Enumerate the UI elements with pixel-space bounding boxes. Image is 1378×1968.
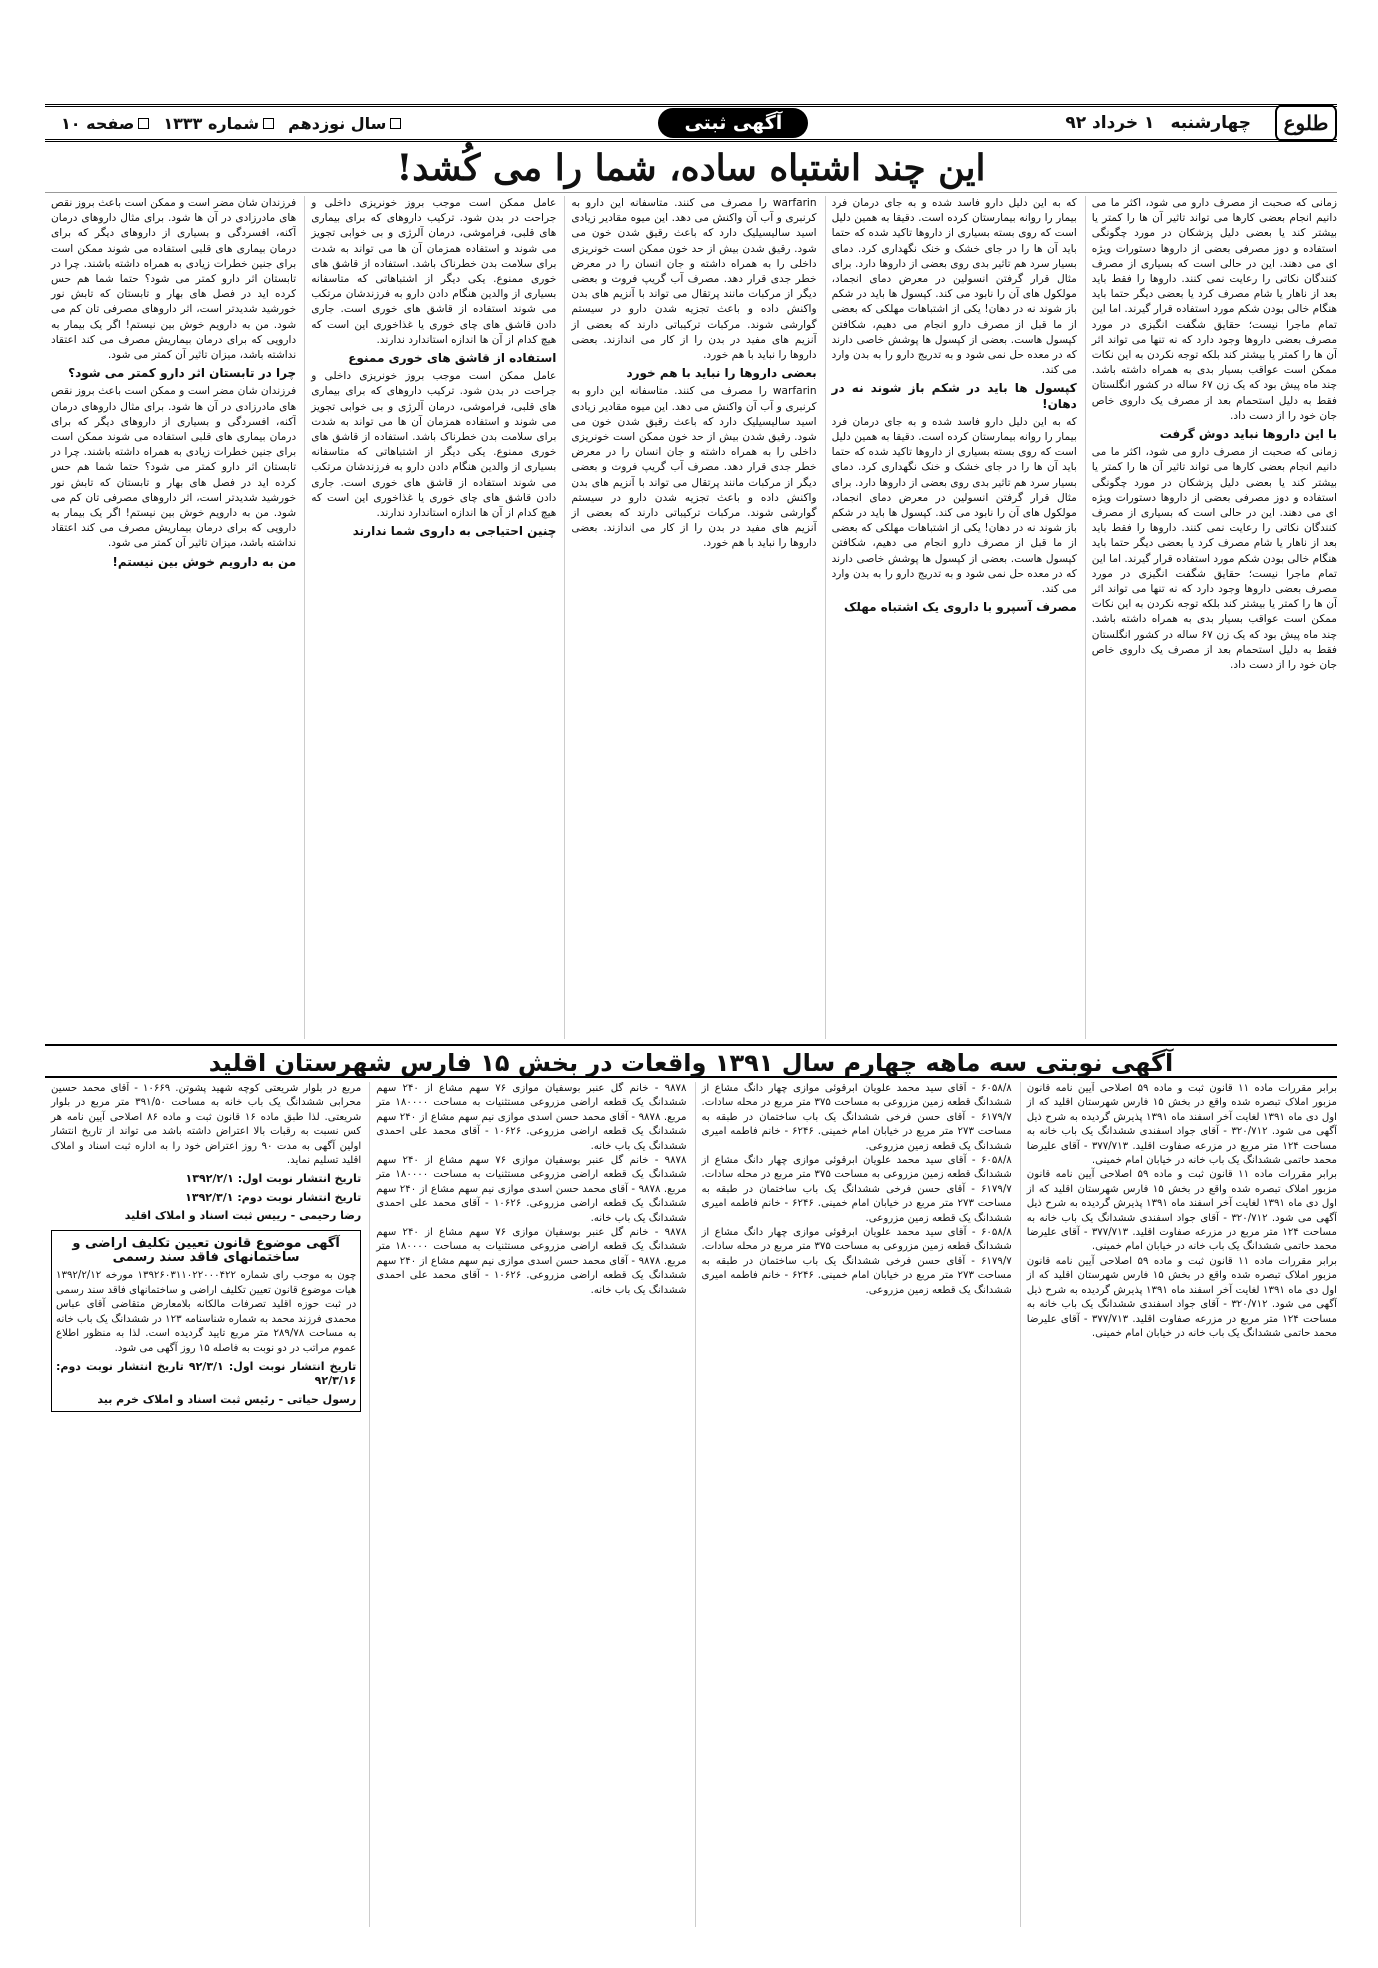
issue-box bbox=[45, 114, 417, 133]
article-column-2: که به این دلیل دارو فاسد شده و به جای درمان فرد بیمار را روانه بیمارستان کرده است. دقیقا به همین دلیل است که روی بسته بسیاری از داروها تاکید شده که حتما باید آن ها را در جای خشک و خنک نگهداری کرد. دمای بسیار سرد هم تاثیر بدی روی بعضی از داروها دارد. برای مثال قرار گرفتن انسولین در معرض دمای انجماد، مولکول های آن را نابود می کند. کپسول ها باید در شکم باز شوند نه در دهان! یکی از اشتباهات مهلکی که بعضی از ما قبل از مصرف دارو انجام می دهیم، شکافتن کپسول هاست. بعضی از کپسول ها پوشش خاصی دارند که در معده حل نمی شود و به تدریج دارو را به بدن وارد می کند. کپسول ها باید در شکم باز شوند نه در دهان! که به این دلیل دارو فاسد شده و به جای درمان فرد بیمار را روانه بیمارستان کرده است. دقیقا به همین دلیل است که روی بسته بسیاری از داروها تاکید شده که حتما باید آن ها را در جای خشک و خنک نگهداری کرد. دمای بسیار سرد هم تاثیر بدی روی بعضی از داروها دارد. برای مثال قرار گرفتن انسولین در معرض دمای انجماد، مولکول های آن را نابود می کند. کپسول ها باید در شکم باز شوند نه در دهان! یکی از اشتباهات مهلکی که بعضی از ما قبل از مصرف دارو انجام می دهیم، شکافتن کپسول هاست. بعضی از کپسول ها پوشش خاصی دارند که در معده حل نمی شود و به تدریج دارو را به بدن وارد می کند. مصرف آسپرو با داروی یک اشتباه مهلک bbox=[825, 196, 1077, 1039]
subhead: استفاده از قاشق های خوری ممنوع bbox=[348, 351, 557, 366]
notice-column-3: ۹۸۷۸ - خانم گل عنبر بوسفیان موازی ۷۶ سهم مشاع از ۲۴۰ سهم ششدانگ یک قطعه اراضی مزروعی مستثنیات به مساحت ۱۸۰۰۰۰ متر مربع. ۹۸۷۸ - آقای محمد حسن اسدی موازی نیم سهم مشاع از ۲۴۰ سهم ششدانگ یک قطعه اراضی مزروعی. ۱۰۶۲۶ - آقای محمد علی احمدی ششدانگ یک باب خانه. ۹۸۷۸ - خانم گل عنبر بوسفیان موازی ۷۶ سهم مشاع از ۲۴۰ سهم ششدانگ یک قطعه اراضی مزروعی مستثنیات به مساحت ۱۸۰۰۰۰ متر مربع. ۹۸۷۸ - آقای محمد حسن اسدی موازی نیم سهم مشاع از ۲۴۰ سهم ششدانگ یک قطعه اراضی مزروعی. ۱۰۶۲۶ - آقای محمد علی احمدی ششدانگ یک باب خانه. ۹۸۷۸ - خانم گل عنبر بوسفیان موازی ۷۶ سهم مشاع از ۲۴۰ سهم ششدانگ یک قطعه اراضی مزروعی مستثنیات به مساحت ۱۸۰۰۰۰ متر مربع. ۹۸۷۸ - آقای محمد حسن اسدی موازی نیم سهم مشاع از ۲۴۰ سهم ششدانگ یک قطعه اراضی مزروعی. ۱۰۶۲۶ - آقای محمد علی احمدی ششدانگ یک باب خانه. bbox=[369, 1082, 686, 1927]
article-column-4: عامل ممکن است موجب بروز خونریزی داخلی و جراحت در بدن شود. ترکیب داروهای که برای بیماری های قلبی، فراموشی، درمان آلرژی و بی خوابی تجویز می شوند و استفاده همزمان آن ها می تواند به شدت برای سلامت بدن خطرناک باشد. استفاده از قاشق های خوری ممنوع. یکی دیگر از اشتباهاتی که متاسفانه بسیاری از والدین هنگام دادن دارو به فرزندشان مرتکب می شوند استفاده از قاشق های خوری است. جاری دادن قاشق های چای خوری یا غذاخوری این است که هیچ کدام از آن ها اندازه استاندارد ندارند. استفاده از قاشق های خوری ممنوع عامل ممکن است موجب بروز خونریزی داخلی و جراحت در بدن شود. ترکیب داروهای که برای بیماری های قلبی، فراموشی، درمان آلرژی و بی خوابی تجویز می شوند و استفاده همزمان آن ها می تواند به شدت برای سلامت بدن خطرناک باشد. استفاده از قاشق های خوری ممنوع. یکی دیگر از اشتباهاتی که متاسفانه بسیاری از والدین هنگام دادن دارو به فرزندشان مرتکب می شوند استفاده از قاشق های خوری است. جاری دادن قاشق های چای خوری یا غذاخوری این است که هیچ کدام از آن ها اندازه استاندارد ندارند. چنین احتیاجی به داروی شما ندارند bbox=[304, 196, 556, 1039]
weekday: چهارشنبه bbox=[1170, 113, 1251, 133]
notice-column-4: مربع در بلوار شریعتی کوچه شهید پشوتن. ۱۰۶۶۹ - آقای محمد حسین محرابی ششدانگ یک باب خانه به مساحت ۳۹۱/۵۰ متر مربع در بلوار شریعتی. لذا طبق ماده ۱۶ قانون ثبت و ماده ۸۶ اصلاحی آیین نامه هر کس نسبت به رقبات بالا اعتراض داشته باشد می تواند از تاریخ انتشار اولین آگهی به مدت ۹۰ روز اعتراض خود را به اداره ثبت اسناد و املاک اقلید تسلیم نماید. تاریخ انتشار نوبت اول: ۱۳۹۲/۲/۱ تاریخ انتشار نوبت دوم: ۱۳۹۲/۳/۱ رضا رحیمی - رییس ثبت اسناد و املاک اقلید آگهی موضوع قانون تعیین تکلیف اراضی و ساختمانهای فاقد سند رسمی چون به موجب رای شماره ۱۳۹۲۶۰۳۱۱۰۲۲۰۰۰۴۲۲ مورخه ۱۳۹۲/۲/۱۲ هیات موضوع قانون تعیین تکلیف اراضی و ساختمانهای فاقد سند رسمی در ثبت حوزه اقلید تصرفات مالکانه بلامعارض متقاضی آقای عباس محمدی فرزند محمد به شماره شناسنامه ۱۲۳ در ششدانگ یک باب خانه به مساحت ۲۸۹/۷۸ متر مربع تایید گردیده است. لذا به منظور اطلاع عموم مراتب در دو نوبت به فاصله ۱۵ روز آگهی می شود. تاریخ انتشار نوبت اول: ۹۲/۳/۱ تاریخ انتشار نوبت دوم: ۹۲/۳/۱۶ رسول حیاتی - رئیس ثبت اسناد و املاک خرم بید bbox=[45, 1082, 361, 1927]
year: سال نوزدهم bbox=[288, 114, 401, 133]
subhead: با این داروها نباید دوش گرفت bbox=[1159, 427, 1337, 442]
article-column-5: فرزندان شان مضر است و ممکن است باعث بروز نقص های مادرزادی در آن ها شود. برای مثال داروهای درمان آکنه، افسردگی و بسیاری از داروهای دیگر که برای درمان بیماری های قلبی استفاده می شوند ممکن است برای جنین خطرات زیادی به همراه داشته باشند. چرا در تابستان اثر دارو کمتر می شود؟ حتما شما هم حس کرده اید در فصل های بهار و تابستان که تابش نور خورشید شدیدتر است، اثر داروهای مصرفی تان کم می شود. من به دارویم خوش بین نیستم! اگر یک بیمار به دارویی که برای درمان بیماریش مصرف می کند اعتقاد نداشته باشد، میزان تاثیر آن کمتر می شود. چرا در تابستان اثر دارو کمتر می شود؟ فرزندان شان مضر است و ممکن است باعث بروز نقص های مادرزادی در آن ها شود. برای مثال داروهای درمان آکنه، افسردگی و بسیاری از داروهای دیگر که برای درمان بیماری های قلبی استفاده می شوند ممکن است برای جنین خطرات زیادی به همراه داشته باشند. چرا در تابستان اثر دارو کمتر می شود؟ حتما شما هم حس کرده اید در فصل های بهار و تابستان که تابش نور خورشید شدیدتر است، اثر داروهای مصرفی تان کم می شود. من به دارویم خوش بین نیستم! اگر یک بیمار به دارویی که برای درمان بیماریش مصرف می کند اعتقاد نداشته باشد، میزان تاثیر آن کمتر می شود. من به دارویم خوش بین نیستم! bbox=[50, 197, 297, 569]
article-column-1: زمانی که صحبت از مصرف دارو می شود، اکثر ما می دانیم انجام بعضی کارها می تواند تاثیر آن ها را کمتر یا بیشتر کند یا بعضی دلیل پزشکان در مورد چگونگی استفاده و دوز مصرفی بعضی از داروها دستورات ویژه ای می دهند. این در حالی است که بسیاری از مصرف کنندگان نکاتی را رعایت نمی کنند. داروها را فقط باید بعد از ناهار یا شام مصرف کرد یا بعضی دیگر حتما باید هنگام خالی بودن شکم مورد استفاده قرار گیرند. اما این تمام ماجرا نیست؛ حقایق شگفت انگیزی در مورد مصرف بعضی داروها وجود دارد که نه تنها می تواند اثر آن ها را کمتر یا بیشتر کند بلکه توجه نکردن به این نکات ممکن است عواقب بسیار بدی به همراه داشته باشد. چند ماه پیش بود که یک زن ۶۷ ساله در کشور انگلستان فقط به دلیل استحمام بعد از مصرف یک داروی خاص جان خود را از دست داد. با این داروها نباید دوش گرفت زمانی که صحبت از مصرف دارو می شود، اکثر ما می دانیم انجام بعضی کارها می تواند تاثیر آن ها را کمتر یا بیشتر کند یا بعضی دلیل پزشکان در مورد چگونگی استفاده و دوز مصرفی بعضی از داروها دستورات ویژه ای می دهند. این در حالی است که بسیاری از مصرف کنندگان نکاتی را رعایت نمی کنند. داروها را فقط باید بعد از ناهار یا شام مصرف کرد یا بعضی دیگر حتما باید هنگام خالی بودن شکم مورد استفاده قرار گیرند. اما این تمام ماجرا نیست؛ حقایق شگفت انگیزی در مورد مصرف بعضی داروها وجود دارد که نه تنها می تواند اثر آن ها را کمتر یا بیشتر کند بلکه توجه نکردن به این نکات ممکن است عواقب بسیار بدی به همراه داشته باشد. چند ماه پیش بود که یک زن ۶۷ ساله در کشور انگلستان فقط به دلیل استحمام بعد از مصرف یک داروی خاص جان خود را از دست داد. bbox=[1085, 196, 1337, 1039]
date: ۱ خرداد ۹۲ bbox=[1065, 113, 1155, 133]
notices-body bbox=[45, 1082, 1337, 1927]
square-icon bbox=[138, 118, 149, 129]
box-title: آگهی موضوع قانون تعیین تکلیف اراضی و ساختمانهای فاقد سند رسمی bbox=[72, 1235, 340, 1266]
subhead: بعضی داروها را نباید با هم خورد bbox=[626, 366, 817, 381]
box-dates: تاریخ انتشار نوبت اول: ۹۲/۳/۱ تاریخ انتشار نوبت دوم: ۹۲/۳/۱۶ bbox=[56, 1359, 357, 1388]
subhead: چرا در تابستان اثر دارو کمتر می شود؟ bbox=[68, 366, 297, 381]
masthead-bar bbox=[45, 104, 1337, 142]
article-headline: این چند اشتباه ساده، شما را می کُشد! bbox=[45, 144, 1337, 193]
notice-column-1: برابر مقررات ماده ۱۱ قانون ثبت و ماده ۵۹ اصلاحی آیین نامه قانون مزبور املاک تبصره شده واقع در بخش ۱۵ فارس شهرستان اقلید که از اول دی ماه ۱۳۹۱ لغایت آخر اسفند ماه ۱۳۹۱ پذیرش گردیده به شرح ذیل آگهی می شود. ۳۲۰/۷۱۲ - آقای جواد اسفندی ششدانگ یک باب خانه به مساحت ۱۲۴ متر مربع در مزرعه صفاوت اقلید. ۳۷۷/۷۱۳ - آقای علیرضا محمد حاتمی ششدانگ یک باب خانه در خیابان امام خمینی. برابر مقررات ماده ۱۱ قانون ثبت و ماده ۵۹ اصلاحی آیین نامه قانون مزبور املاک تبصره شده واقع در بخش ۱۵ فارس شهرستان اقلید که از اول دی ماه ۱۳۹۱ لغایت آخر اسفند ماه ۱۳۹۱ پذیرش گردیده به شرح ذیل آگهی می شود. ۳۲۰/۷۱۲ - آقای جواد اسفندی ششدانگ یک باب خانه به مساحت ۱۲۴ متر مربع در مزرعه صفاوت اقلید. ۳۷۷/۷۱۳ - آقای علیرضا محمد حاتمی ششدانگ یک باب خانه در خیابان امام خمینی. برابر مقررات ماده ۱۱ قانون ثبت و ماده ۵۹ اصلاحی آیین نامه قانون مزبور املاک تبصره شده واقع در بخش ۱۵ فارس شهرستان اقلید که از اول دی ماه ۱۳۹۱ لغایت آخر اسفند ماه ۱۳۹۱ پذیرش گردیده به شرح ذیل آگهی می شود. ۳۲۰/۷۱۲ - آقای جواد اسفندی ششدانگ یک باب خانه به مساحت ۱۲۴ متر مربع در مزرعه صفاوت اقلید. ۳۷۷/۷۱۳ - آقای علیرضا محمد حاتمی ششدانگ یک باب خانه در خیابان امام خمینی. bbox=[1020, 1082, 1337, 1927]
article-body bbox=[45, 196, 1337, 1039]
square-icon bbox=[390, 118, 401, 129]
square-icon bbox=[263, 118, 274, 129]
newspaper-logo: طلوع bbox=[1275, 104, 1337, 142]
publish-date-first: تاریخ انتشار نوبت اول: ۱۳۹۲/۲/۱ bbox=[185, 1172, 362, 1186]
article-column-3: warfarin را مصرف می کنند. متاسفانه این دارو به کرنبری و آب آن واکنش می دهد. این میوه مقادیر زیادی اسید سالیسیلیک دارد که باعث رقیق شدن خون می شود. رقیق شدن بیش از حد خون ممکن است خونریزی داخلی را به همراه داشته و جان انسان را در معرض خطر جدی قرار دهد. مصرف آب گریپ فروت و بعضی دیگر از مرکبات مانند پرتقال می تواند با آنزیم های بدن واکنش داده و باعث تجزیه شدن دارو در سیستم گوارشی شوند. مرکبات ترکیباتی دارند که بعضی از آنزیم های مفید در بدن را از کار می اندازند. بعضی داروها را نباید با هم خورد. بعضی داروها را نباید با هم خورد warfarin را مصرف می کنند. متاسفانه این دارو به کرنبری و آب آن واکنش می دهد. این میوه مقادیر زیادی اسید سالیسیلیک دارد که باعث رقیق شدن خون می شود. رقیق شدن بیش از حد خون ممکن است خونریزی داخلی را به همراه داشته و جان انسان را در معرض خطر جدی قرار دهد. مصرف آب گریپ فروت و بعضی دیگر از مرکبات مانند پرتقال می تواند با آنزیم های بدن واکنش داده و باعث تجزیه شدن دارو در سیستم گوارشی شوند. مرکبات ترکیباتی دارند که بعضی از آنزیم های مفید در بدن را از کار می اندازند. بعضی داروها را نباید با هم خورد. bbox=[564, 196, 816, 1039]
subhead: مصرف آسپرو با داروی یک اشتباه مهلک bbox=[844, 600, 1077, 615]
notice-column-2: ۶۰۵۸/۸ - آقای سید محمد علویان ابرقوئی موازی چهار دانگ مشاع از ششدانگ قطعه زمین مزروعی به مساحت ۳۷۵ متر مربع در محله سادات. ۶۱۷۹/۷ - آقای حسن فرخی ششدانگ یک باب ساختمان در طبقه به مساحت ۲۷۳ متر مربع در خیابان امام خمینی. ۶۲۴۶ - خانم فاطمه امیری ششدانگ یک قطعه زمین مزروعی. ۶۰۵۸/۸ - آقای سید محمد علویان ابرقوئی موازی چهار دانگ مشاع از ششدانگ قطعه زمین مزروعی به مساحت ۳۷۵ متر مربع در محله سادات. ۶۱۷۹/۷ - آقای حسن فرخی ششدانگ یک باب ساختمان در طبقه به مساحت ۲۷۳ متر مربع در خیابان امام خمینی. ۶۲۴۶ - خانم فاطمه امیری ششدانگ یک قطعه زمین مزروعی. ۶۰۵۸/۸ - آقای سید محمد علویان ابرقوئی موازی چهار دانگ مشاع از ششدانگ قطعه زمین مزروعی به مساحت ۳۷۵ متر مربع در محله سادات. ۶۱۷۹/۷ - آقای حسن فرخی ششدانگ یک باب ساختمان در طبقه به مساحت ۲۷۳ متر مربع در خیابان امام خمینی. ۶۲۴۶ - خانم فاطمه امیری ششدانگ یک قطعه زمین مزروعی. bbox=[695, 1082, 1012, 1927]
date-box bbox=[1049, 113, 1267, 133]
publish-date-second: تاریخ انتشار نوبت دوم: ۱۳۹۲/۳/۱ bbox=[185, 1190, 362, 1204]
masthead-right bbox=[1049, 104, 1337, 142]
subhead: من به دارویم خوش بین نیستم! bbox=[112, 554, 297, 569]
notice-signer: رضا رحیمی - رییس ثبت اسناد و املاک اقلید bbox=[124, 1209, 362, 1223]
section-badge: آگهی ثبتی bbox=[658, 108, 808, 138]
land-notice-box bbox=[51, 1230, 361, 1412]
issue-number: شماره ۱۳۳۳ bbox=[163, 114, 274, 133]
page-number: صفحه ۱۰ bbox=[61, 114, 149, 133]
subhead: چنین احتیاجی به داروی شما ندارند bbox=[352, 524, 557, 539]
box-signer: رسول حیاتی - رئیس ثبت اسناد و املاک خرم بید bbox=[97, 1392, 357, 1406]
notices-title: آگهی نوبتی سه ماهه چهارم سال ۱۳۹۱ واقعات در بخش ۱۵ فارس شهرستان اقلید bbox=[45, 1044, 1337, 1078]
subhead: کپسول ها باید در شکم باز شوند نه در دهان! bbox=[831, 381, 1077, 411]
box-body: چون به موجب رای شماره ۱۳۹۲۶۰۳۱۱۰۲۲۰۰۰۴۲۲ مورخه ۱۳۹۲/۲/۱۲ هیات موضوع قانون تعیین تکلیف اراضی و ساختمانهای فاقد سند رسمی در ثبت حوزه اقلید تصرفات مالکانه بلامعارض متقاضی آقای عباس محمدی فرزند محمد به شماره شناسنامه ۱۲۳ در ششدانگ یک باب خانه به مساحت ۲۸۹/۷۸ متر مربع تایید گردیده است. لذا به منظور اطلاع عموم مراتب در دو نوبت به فاصله ۱۵ روز آگهی می شود. bbox=[56, 1270, 357, 1354]
